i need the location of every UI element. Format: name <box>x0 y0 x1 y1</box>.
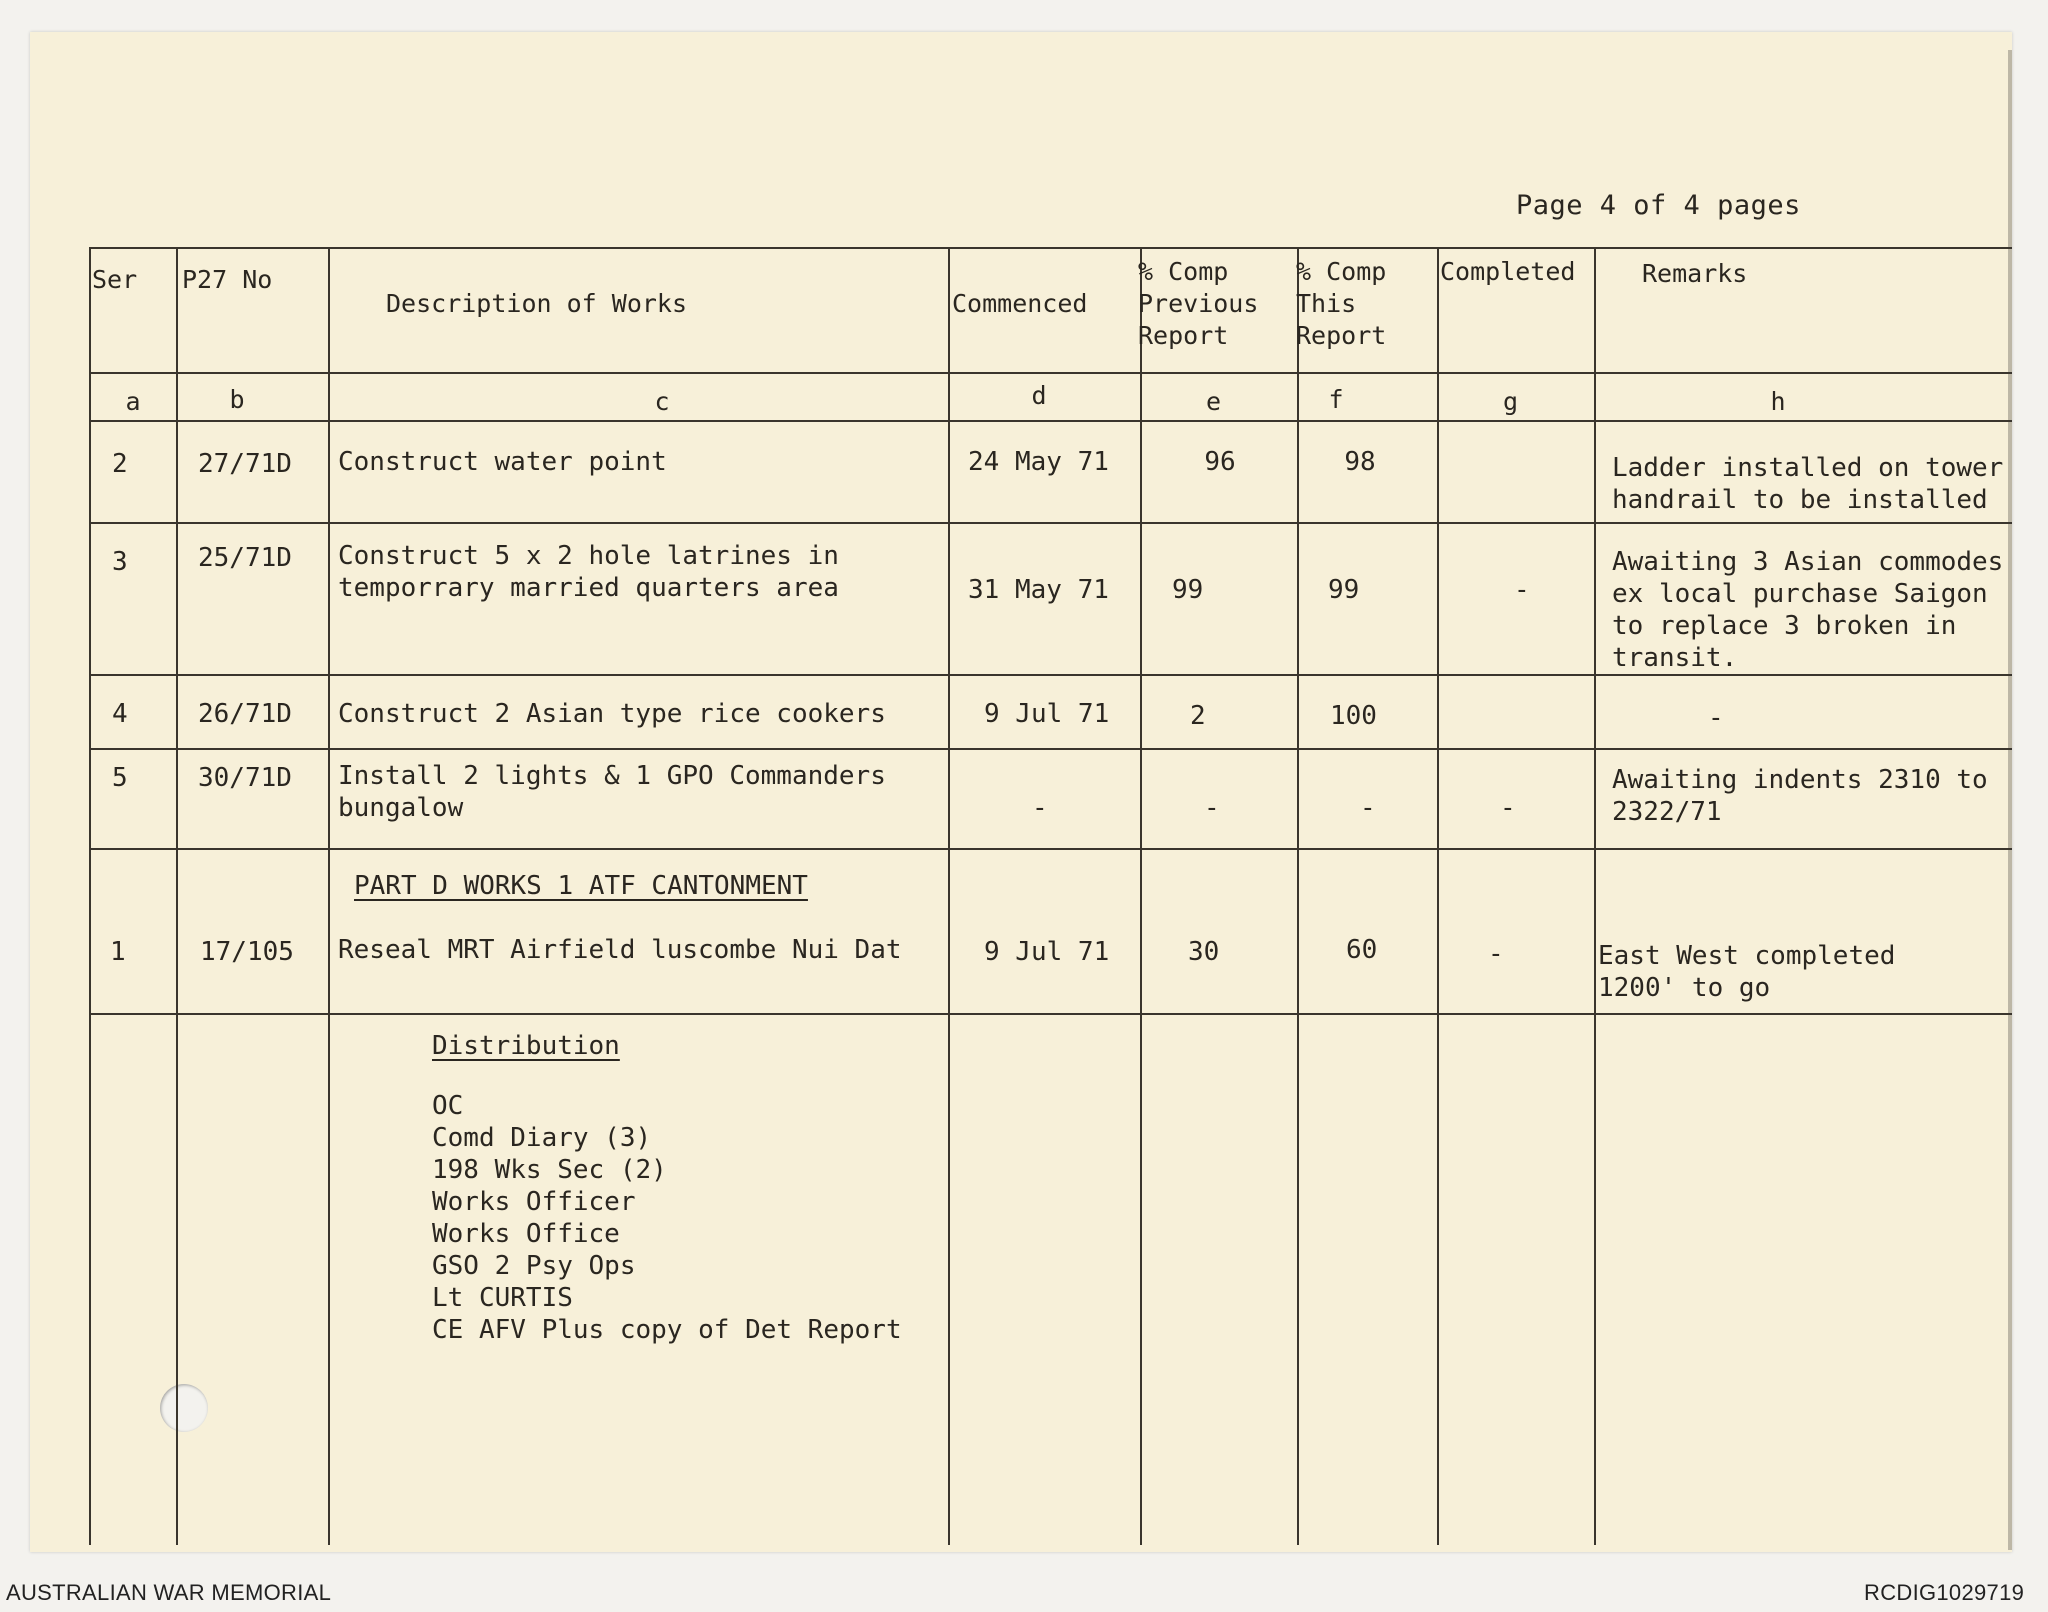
letter-b: b <box>229 385 245 414</box>
row-5-desc: Install 2 lights & 1 GPO Commanders bungalow <box>338 761 886 823</box>
row-5-p27: 30/71D <box>198 763 292 793</box>
rule-col-commenced <box>1140 247 1142 1545</box>
part-d-p27: 17/105 <box>200 937 294 967</box>
sheet-edge-shadow <box>2008 50 2012 1550</box>
rule-row-3 <box>90 674 2012 676</box>
part-d-remarks: East West completed 1200' to go <box>1598 941 1896 1003</box>
row-5-commenced: - <box>1032 793 1048 823</box>
part-d-this: 60 <box>1346 935 1378 965</box>
distribution-item: Comd Diary (3) <box>432 1123 652 1153</box>
rule-row-4 <box>90 748 2012 750</box>
row-4-ser: 4 <box>112 699 128 729</box>
rule-letters-bottom <box>90 420 2012 422</box>
row-2-this: 98 <box>1344 447 1376 477</box>
distribution-item: CE AFV Plus copy of Det Report <box>432 1315 902 1345</box>
row-4-p27: 26/71D <box>198 699 292 729</box>
part-d-commenced: 9 Jul 71 <box>984 937 1110 967</box>
letter-h: h <box>1770 387 1786 416</box>
letter-d: d <box>1031 381 1047 410</box>
rule-header-bottom <box>90 372 2012 374</box>
part-d-heading: PART D WORKS 1 ATF CANTONMENT <box>354 871 808 901</box>
rule-col-this <box>1437 247 1439 1545</box>
row-3-ser: 3 <box>112 547 128 577</box>
row-3-this: 99 <box>1328 575 1360 605</box>
rule-col-prev <box>1297 247 1299 1545</box>
header-commenced: Commenced <box>952 289 1088 318</box>
rule-row-5 <box>90 848 2012 850</box>
punch-hole <box>160 1384 208 1432</box>
rule-col-completed <box>1594 247 1596 1545</box>
letter-f: f <box>1328 385 1344 414</box>
row-4-this: 100 <box>1330 701 1377 731</box>
row-5-prev: - <box>1204 793 1220 823</box>
header-completed: Completed <box>1440 257 1576 286</box>
footer-left: AUSTRALIAN WAR MEMORIAL <box>6 1580 332 1605</box>
rule-top <box>90 247 2012 249</box>
part-d-prev: 30 <box>1188 937 1220 967</box>
page-info: Page 4 of 4 pages <box>1516 190 1801 221</box>
distribution-heading: Distribution <box>432 1031 620 1061</box>
header-description: Description of Works <box>386 289 688 318</box>
row-4-desc: Construct 2 Asian type rice cookers <box>338 699 886 729</box>
letter-e: e <box>1205 387 1222 416</box>
distribution-item: GSO 2 Psy Ops <box>432 1251 636 1281</box>
row-2-desc: Construct water point <box>338 447 667 477</box>
row-4-prev: 2 <box>1190 701 1206 731</box>
part-d-ser: 1 <box>110 937 126 967</box>
row-3-remarks: Awaiting 3 Asian commodes ex local purchase Saigon to replace 3 broken in transit. <box>1612 547 2004 673</box>
row-3-commenced: 31 May 71 <box>968 575 1109 605</box>
header-p27: P27 No <box>182 265 273 294</box>
row-5-remarks: Awaiting indents 2310 to 2322/71 <box>1612 765 1988 827</box>
row-3-desc: Construct 5 x 2 hole latrines in temporrary married quarters area <box>338 541 839 603</box>
header-this: % Comp This Report <box>1296 257 1387 350</box>
part-d-desc: Reseal MRT Airfield luscombe Nui Dat <box>338 935 902 965</box>
row-3-p27: 25/71D <box>198 543 292 573</box>
header-ser: Ser <box>92 265 138 294</box>
row-2-remarks: Ladder installed on tower handrail to be installed <box>1612 453 2004 515</box>
letter-c: c <box>654 387 670 416</box>
distribution-item: OC <box>432 1091 464 1121</box>
row-2-prev: 96 <box>1204 447 1236 477</box>
row-5-completed: - <box>1500 793 1516 823</box>
header-prev: % Comp Previous Report <box>1138 257 1259 350</box>
rule-part-d <box>90 1013 2012 1015</box>
row-2-ser: 2 <box>112 449 128 479</box>
letter-a: a <box>125 387 141 416</box>
rule-col-ser <box>176 247 178 1545</box>
distribution-item: Works Office <box>432 1219 620 1249</box>
row-2-commenced: 24 May 71 <box>968 447 1109 477</box>
rule-col-p27 <box>328 247 330 1545</box>
row-3-completed: - <box>1514 575 1530 605</box>
row-5-ser: 5 <box>112 763 128 793</box>
row-2-p27: 27/71D <box>198 449 292 479</box>
distribution-item: 198 Wks Sec (2) <box>432 1155 667 1185</box>
row-5-this: - <box>1360 793 1376 823</box>
footer-right: RCDIG1029719 <box>1864 1580 2025 1605</box>
letter-g: g <box>1502 387 1519 416</box>
distribution-item: Lt CURTIS <box>432 1283 573 1313</box>
distribution-item: Works Officer <box>432 1187 636 1217</box>
row-3-prev: 99 <box>1172 575 1204 605</box>
header-remarks: Remarks <box>1642 259 1748 288</box>
row-4-commenced: 9 Jul 71 <box>984 699 1110 729</box>
rule-col-left <box>89 247 91 1545</box>
rule-col-desc <box>948 247 950 1545</box>
part-d-completed: - <box>1488 939 1504 969</box>
row-4-remarks: - <box>1708 703 1724 733</box>
rule-row-2 <box>90 522 2012 524</box>
